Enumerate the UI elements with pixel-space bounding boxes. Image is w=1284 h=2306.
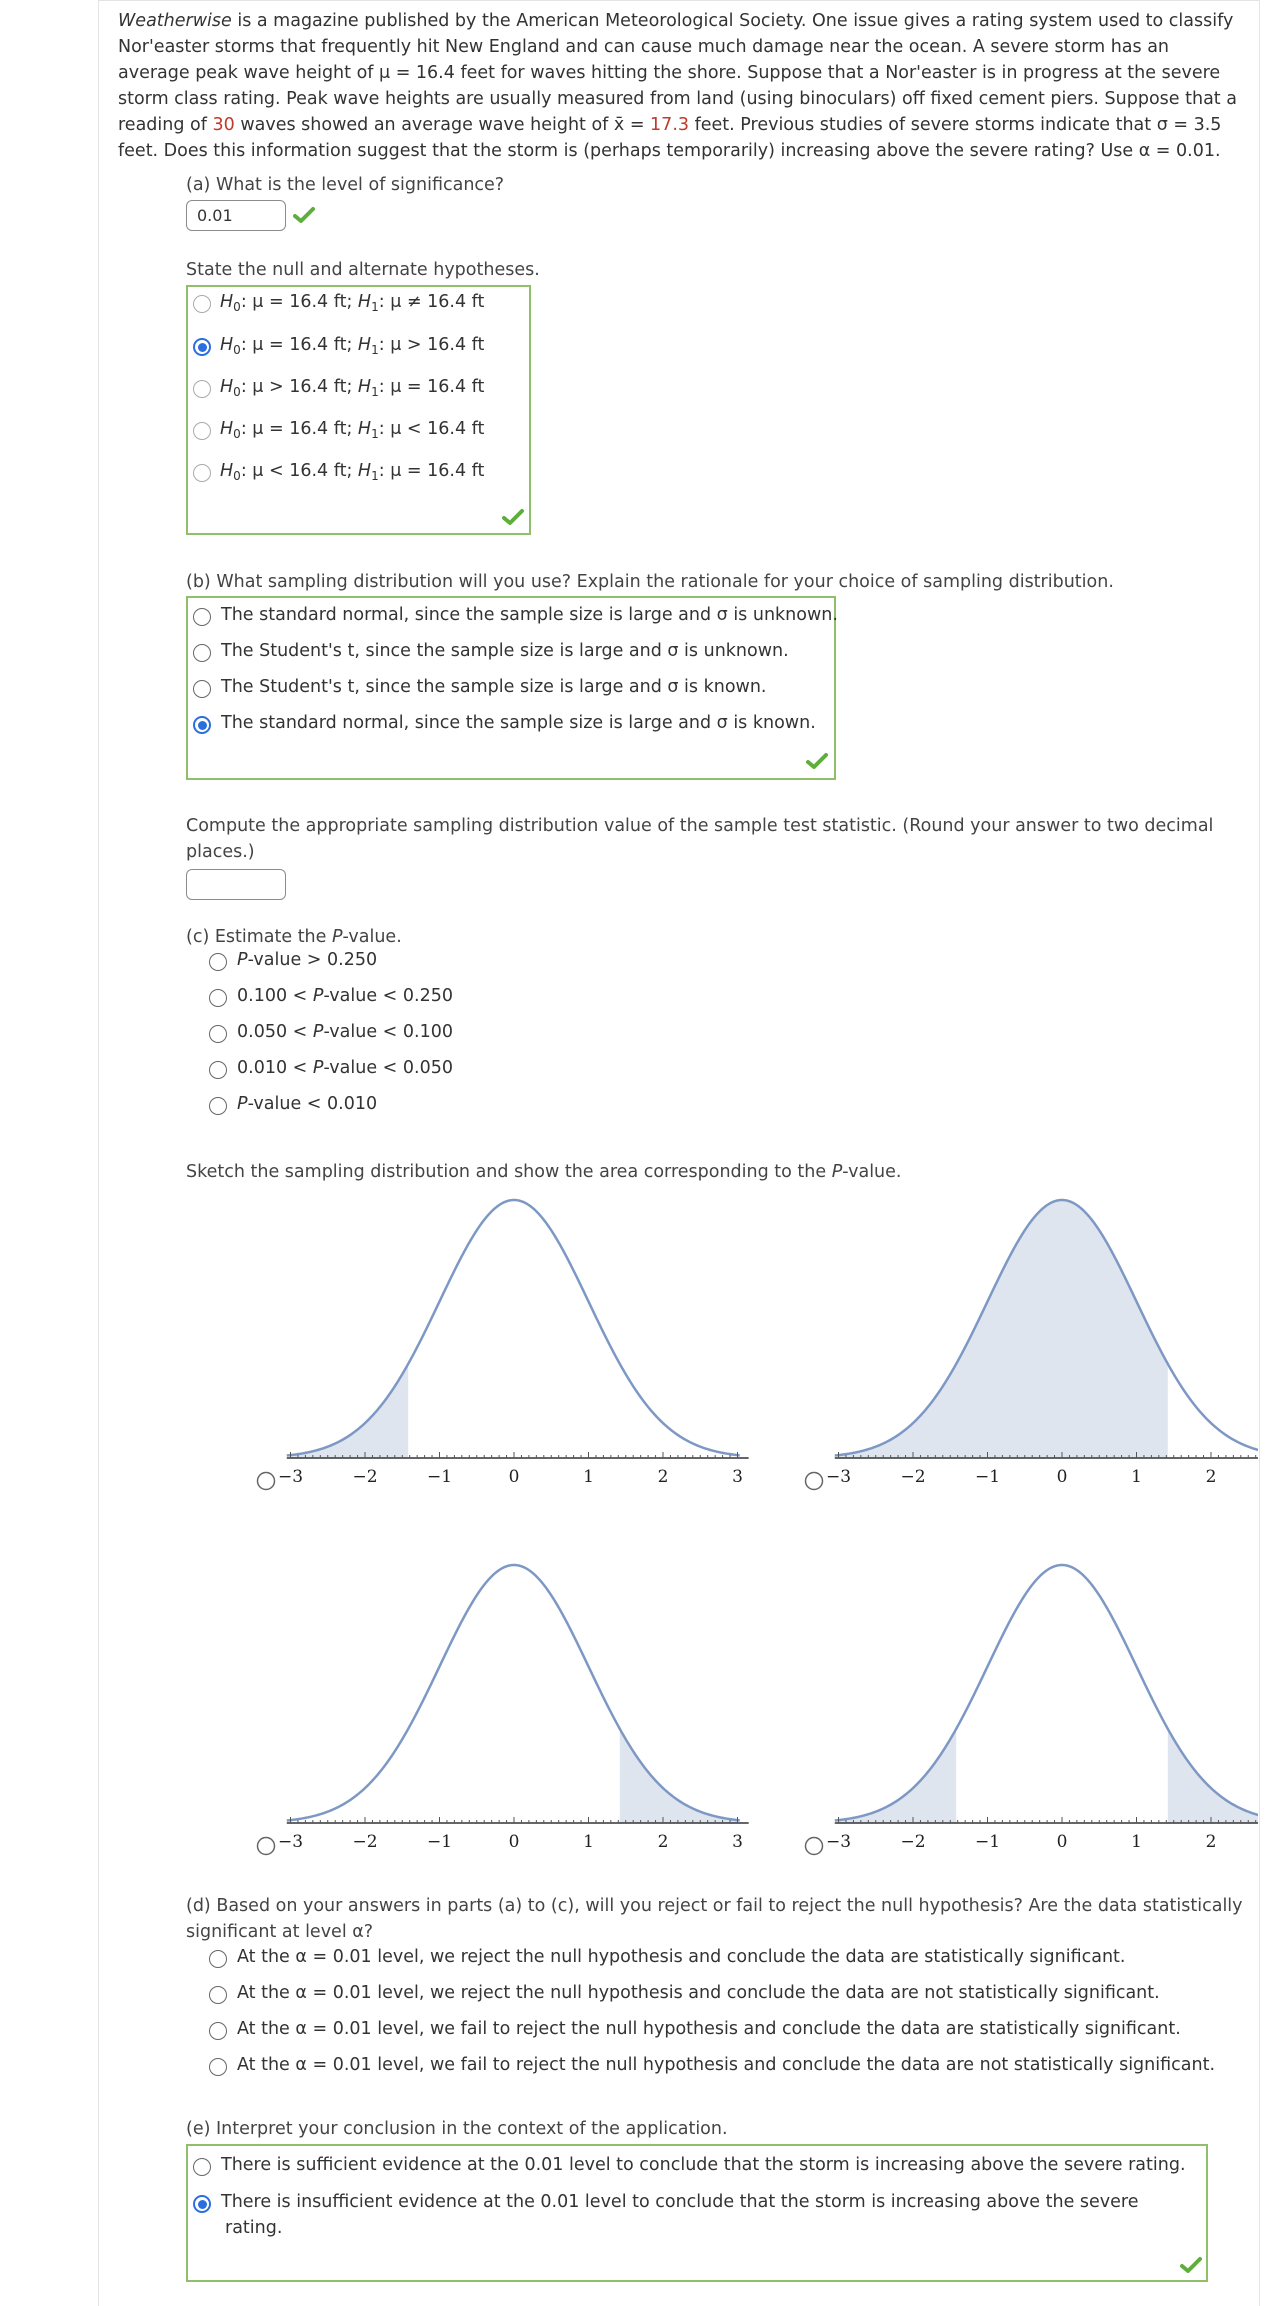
conclusion-option[interactable]: At the α = 0.01 level, we fail to reject the null hypothesis and conclude the data are not statistically significant. — [237, 2055, 1216, 2075]
compute-prompt-cont: places.) — [186, 842, 255, 862]
part-b-question: (b) What sampling distribution will you use? Explain the rationale for your choice of sampling distribution. — [186, 572, 1114, 592]
interpretation-radio[interactable] — [193, 2195, 211, 2213]
distribution-radio[interactable] — [193, 716, 211, 734]
distribution-option[interactable]: The standard normal, since the sample size is large and σ is known. — [221, 713, 816, 733]
hypothesis-radio[interactable] — [193, 338, 211, 356]
tick-label: 3 — [732, 1467, 743, 1487]
pvalue-radio[interactable] — [209, 1061, 227, 1079]
test-statistic-input[interactable] — [186, 869, 286, 900]
conclusion-radio[interactable] — [209, 1950, 227, 1968]
part-a-question: (a) What is the level of significance? — [186, 175, 505, 195]
normal-curve-chart — [800, 1560, 1258, 1870]
part-d-question: (d) Based on your answers in parts (a) to (c), will you reject or fail to reject the null hypothesis? Are the data statistically — [186, 1896, 1243, 1916]
pvalue-radio[interactable] — [209, 1097, 227, 1115]
hypotheses-prompt: State the null and alternate hypotheses. — [186, 260, 540, 280]
hypothesis-radio[interactable] — [193, 464, 211, 482]
pvalue-shaded-area — [620, 1729, 738, 1823]
problem-statement: Weatherwise is a magazine published by the American Meteorological Society. One issue gives a rating system used to classify Nor'easter storms that frequently hit New England and can cause much damage near the ocean. A severe storm has an average peak wave height of μ = 16.4 feet for waves hitting the shore. Suppose that a Nor'easter is in progress at the severe storm class rating. Peak wave heights are usually measured from land (using binoculars) off fixed cement piers. Suppose that a reading of 30 waves showed an average wave height of x̄ = 17.3 feet. Previous studies of severe storms indicate that σ = 3.5 feet. Does this information suggest that the storm is (perhaps temporarily) increasing above the severe rating? Use α = 0.01. — [118, 11, 1237, 161]
tick-label: 1 — [583, 1467, 594, 1487]
tick-label: 0 — [1056, 1467, 1068, 1487]
tick-label: 2 — [657, 1832, 669, 1852]
tick-label: −2 — [352, 1467, 378, 1487]
conclusion-option[interactable]: At the α = 0.01 level, we fail to reject the null hypothesis and conclude the data are statistically significant. — [237, 2019, 1181, 2039]
pvalue-option[interactable]: 0.010 < P-value < 0.050 — [237, 1058, 453, 1078]
hypotheses-answer-box — [186, 285, 531, 535]
tick-label: −3 — [825, 1467, 852, 1487]
tick-label: −3 — [825, 1832, 852, 1852]
tick-label: 1 — [583, 1832, 594, 1852]
checkmark-icon — [293, 206, 315, 224]
tick-label: −2 — [900, 1832, 926, 1852]
tick-label: 2 — [1205, 1467, 1217, 1487]
tick-label: −1 — [974, 1467, 1001, 1487]
distribution-option[interactable]: The Student's t, since the sample size is large and σ is unknown. — [221, 641, 789, 661]
tick-label: −2 — [352, 1832, 378, 1852]
hypothesis-radio[interactable] — [193, 422, 211, 440]
pvalue-shaded-area — [839, 1729, 957, 1823]
conclusion-option[interactable]: At the α = 0.01 level, we reject the null hypothesis and conclude the data are statistically significant. — [237, 1947, 1126, 1967]
interpretation-option-cont: rating. — [225, 2218, 283, 2238]
pvalue-option[interactable]: 0.100 < P-value < 0.250 — [237, 986, 453, 1006]
checkmark-icon — [502, 508, 524, 526]
tick-label: 2 — [1205, 1832, 1217, 1852]
tick-label: 0 — [1056, 1832, 1068, 1852]
conclusion-radio[interactable] — [209, 2058, 227, 2076]
hypothesis-radio[interactable] — [193, 295, 211, 313]
tick-label: −1 — [426, 1832, 453, 1852]
sample-size: 30 — [212, 115, 235, 135]
normal-curve-chart — [252, 1195, 772, 1505]
tick-label: −1 — [426, 1467, 453, 1487]
pvalue-radio[interactable] — [209, 989, 227, 1007]
distribution-radio[interactable] — [193, 680, 211, 698]
density-curve — [287, 1565, 740, 1821]
pvalue-option[interactable]: P-value > 0.250 — [237, 950, 378, 970]
distribution-option[interactable]: The Student's t, since the sample size is large and σ is known. — [221, 677, 767, 697]
tick-label: 3 — [732, 1832, 743, 1852]
tick-label: 0 — [508, 1832, 520, 1852]
pvalue-option[interactable]: 0.050 < P-value < 0.100 — [237, 1022, 453, 1042]
distribution-radio[interactable] — [193, 644, 211, 662]
distribution-radio[interactable] — [193, 608, 211, 626]
hypothesis-option[interactable]: $H_0$: μ > 16.4 ft; $H_1$: μ = 16.4 ft — [220, 377, 485, 399]
hypothesis-option[interactable]: $H_0$: μ = 16.4 ft; $H_1$: μ < 16.4 ft — [220, 419, 485, 441]
part-d-question-cont: significant at level α? — [186, 1922, 374, 1942]
pvalue-shaded-area — [839, 1200, 1168, 1458]
sample-mean: 17.3 — [650, 115, 690, 135]
conclusion-radio[interactable] — [209, 1986, 227, 2004]
sketch-radio[interactable] — [806, 1473, 823, 1490]
normal-curve-chart — [800, 1195, 1258, 1505]
interpretation-option[interactable]: There is sufficient evidence at the 0.01 level to conclude that the storm is increasing above the severe rating. — [221, 2155, 1186, 2175]
sketch-radio[interactable] — [258, 1473, 275, 1490]
pvalue-shaded-area — [291, 1364, 409, 1458]
conclusion-option[interactable]: At the α = 0.01 level, we reject the null hypothesis and conclude the data are not statistically significant. — [237, 1983, 1160, 2003]
tick-label: −3 — [277, 1467, 304, 1487]
pvalue-radio[interactable] — [209, 953, 227, 971]
tick-label: −3 — [277, 1832, 304, 1852]
checkmark-icon — [1180, 2256, 1202, 2274]
tick-label: 1 — [1131, 1467, 1142, 1487]
magazine-name: Weatherwise — [118, 11, 232, 31]
hypothesis-option[interactable]: $H_0$: μ < 16.4 ft; $H_1$: μ = 16.4 ft — [220, 461, 485, 483]
compute-prompt: Compute the appropriate sampling distribution value of the sample test statistic. (Round your answer to two decimal — [186, 816, 1214, 836]
significance-input[interactable]: 0.01 — [186, 200, 286, 231]
tick-label: 2 — [657, 1467, 669, 1487]
tick-label: 0 — [508, 1467, 520, 1487]
hypothesis-option[interactable]: $H_0$: μ = 16.4 ft; $H_1$: μ > 16.4 ft — [220, 335, 485, 357]
conclusion-radio[interactable] — [209, 2022, 227, 2040]
distribution-option[interactable]: The standard normal, since the sample size is large and σ is unknown. — [221, 605, 838, 625]
tick-label: −1 — [974, 1832, 1001, 1852]
pvalue-radio[interactable] — [209, 1025, 227, 1043]
tick-label: −2 — [900, 1467, 926, 1487]
sketch-prompt: Sketch the sampling distribution and show the area corresponding to the P-value. — [186, 1162, 902, 1182]
normal-curve-chart — [252, 1560, 772, 1870]
checkmark-icon — [806, 752, 828, 770]
density-curve — [287, 1200, 740, 1456]
part-e-question: (e) Interpret your conclusion in the context of the application. — [186, 2119, 728, 2139]
hypothesis-radio[interactable] — [193, 380, 211, 398]
interpretation-radio[interactable] — [193, 2158, 211, 2176]
sketch-radio[interactable] — [806, 1838, 823, 1855]
hypothesis-option[interactable]: $H_0$: μ = 16.4 ft; $H_1$: μ ≠ 16.4 ft — [220, 292, 485, 314]
tick-label: 1 — [1131, 1832, 1142, 1852]
interpretation-option[interactable]: There is insufficient evidence at the 0.01 level to conclude that the storm is increasing above the severe — [221, 2192, 1139, 2212]
part-c-question: (c) Estimate the P-value. — [186, 927, 402, 947]
pvalue-option[interactable]: P-value < 0.010 — [237, 1094, 378, 1114]
sketch-radio[interactable] — [258, 1838, 275, 1855]
